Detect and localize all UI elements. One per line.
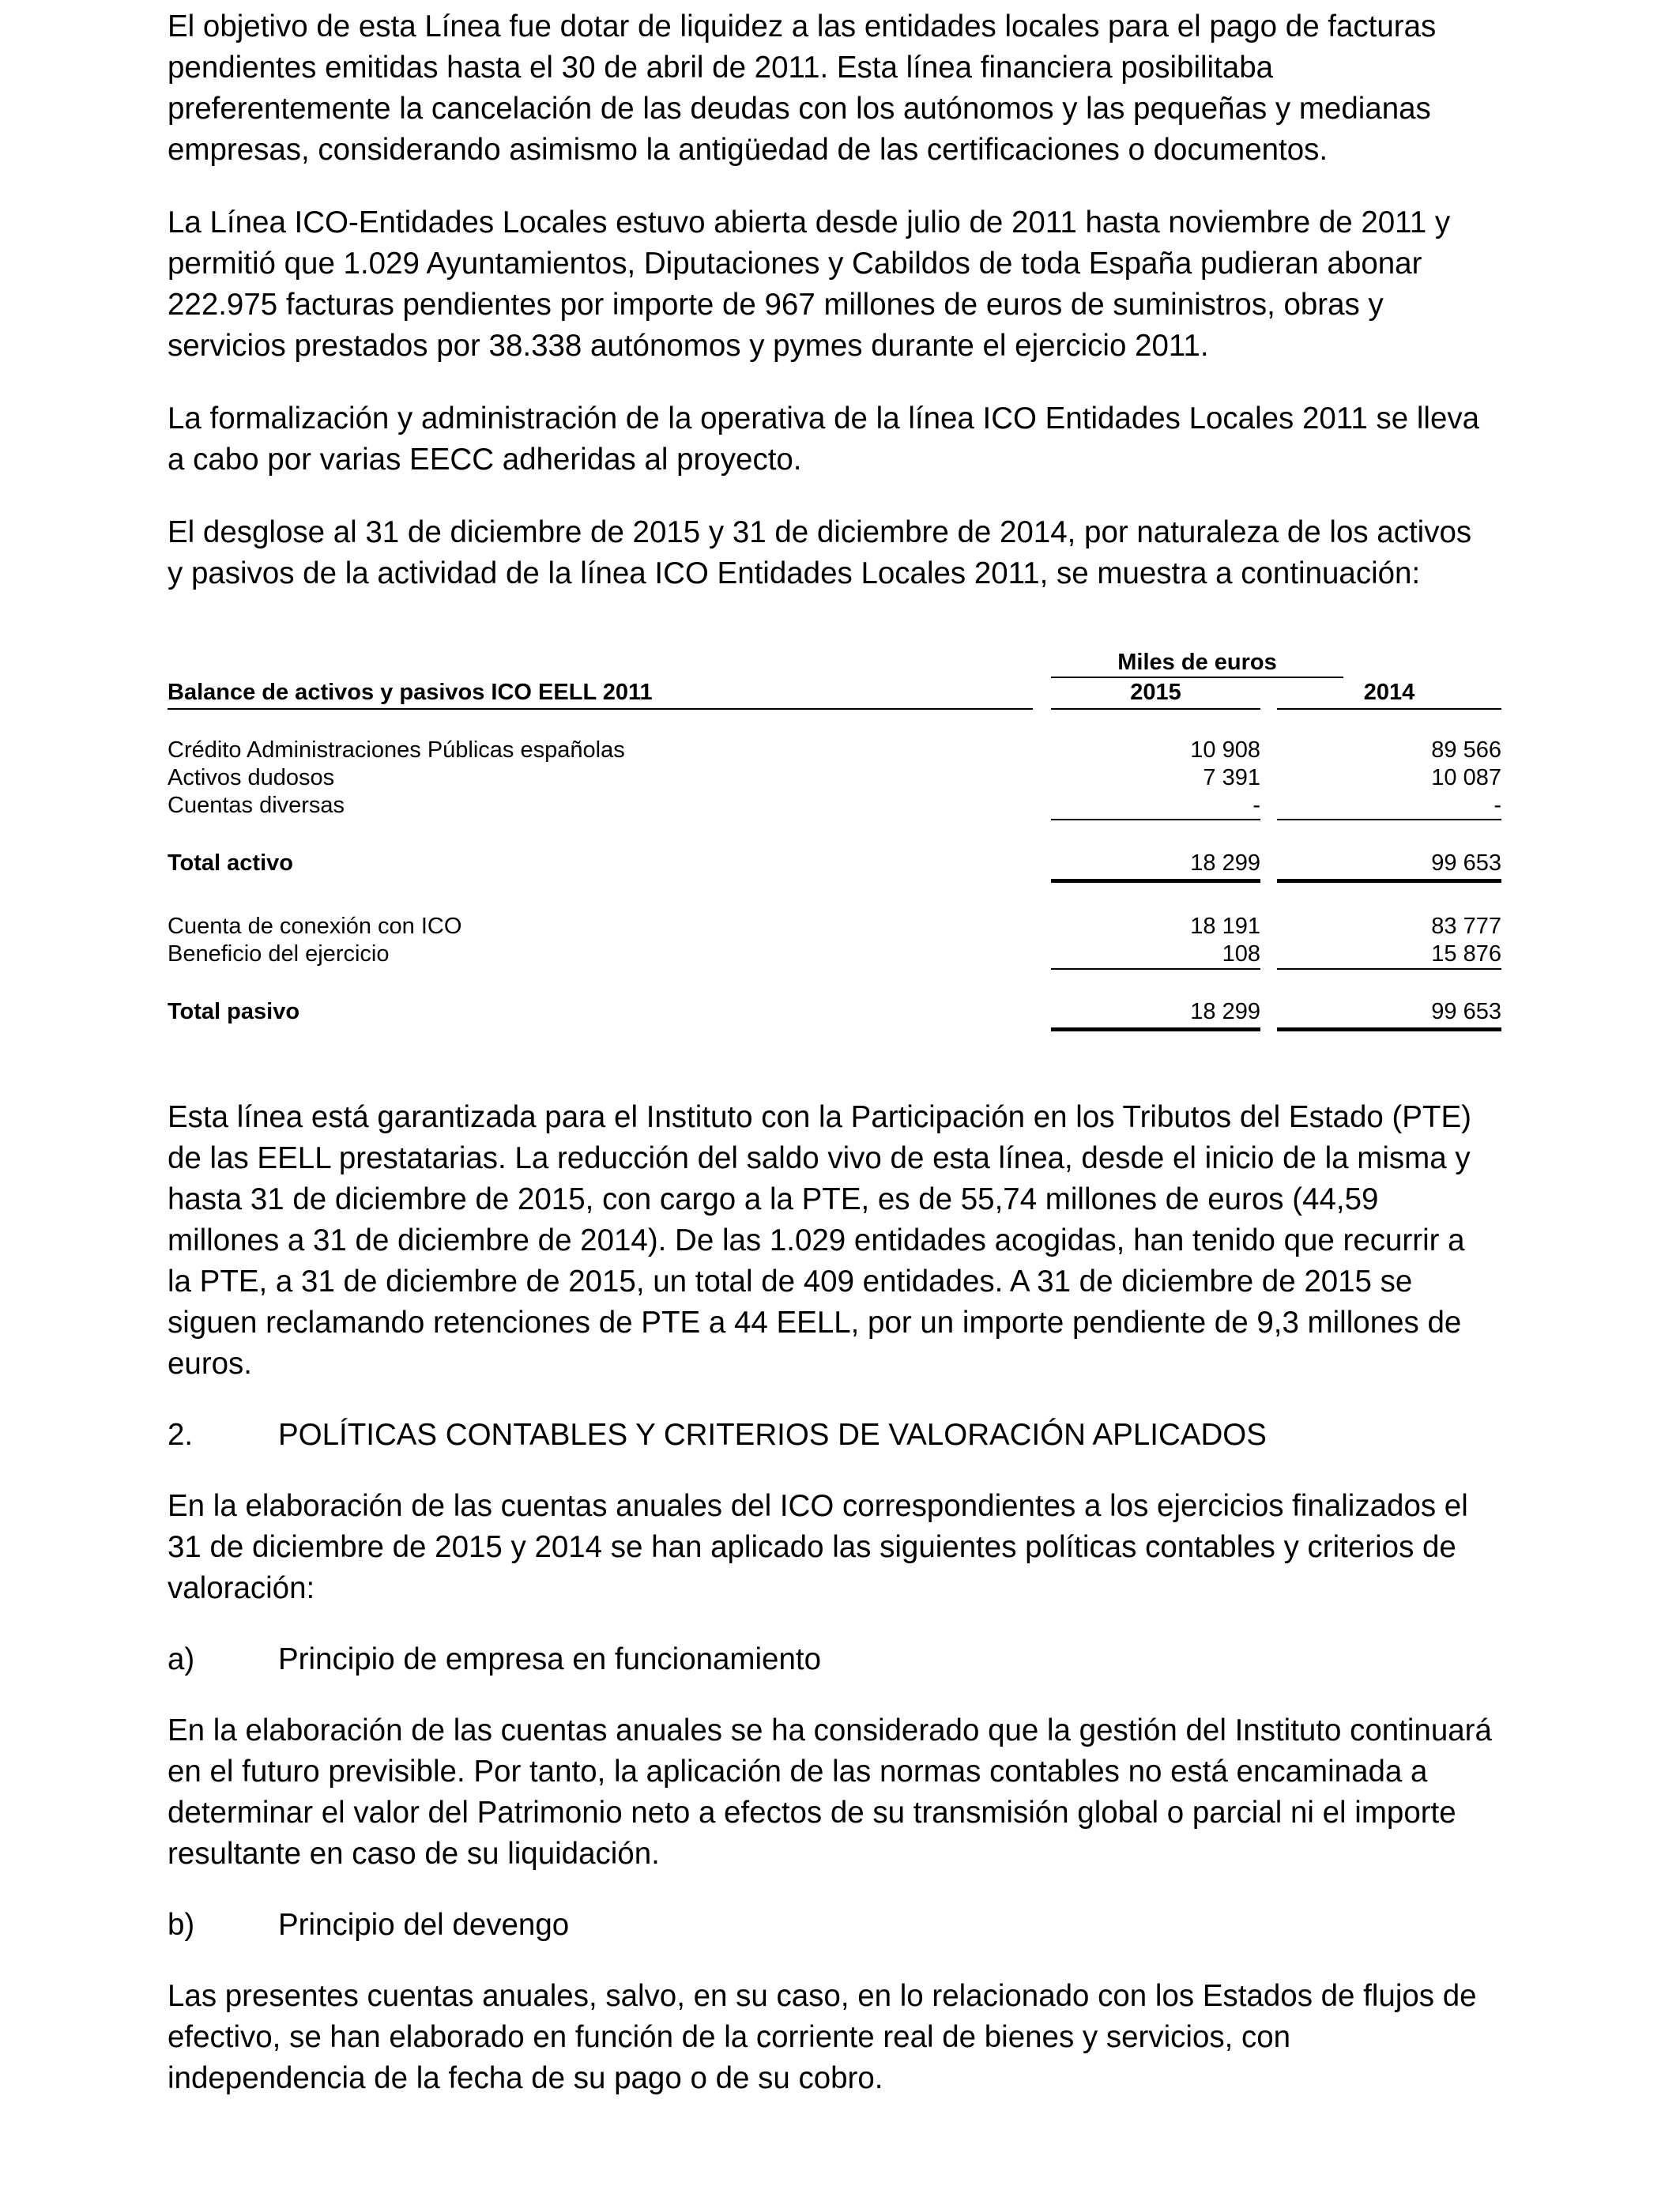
table-col-2014: 2014 [1363, 680, 1415, 705]
table-unit-header: Miles de euros [1117, 650, 1277, 675]
paragraph-formalization: La formalización y administración de la operativa de la línea ICO Entidades Locales 2011 se lleva a cabo por varias EECC adheridas al proyecto. [168, 401, 1480, 477]
section-heading [168, 1415, 1495, 1456]
table-cell-2015: 10 908 [1190, 737, 1260, 763]
paragraph-breakdown: El desglose al 31 de diciembre de 2015 y 31 de diciembre de 2014, por naturaleza de los activos y pasivos de la actividad de la línea ICO Entidades Locales 2011, se muestra a continuación: [168, 515, 1472, 590]
table-total-2015: 18 299 [1190, 999, 1260, 1024]
table-row-label: Beneficio del ejercicio [168, 941, 390, 967]
table-total-2014: 99 653 [1431, 850, 1501, 876]
table-cell-2014: 83 777 [1431, 914, 1501, 939]
table-cell-2015: 108 [1222, 941, 1260, 967]
table-row-label: Crédito Administraciones Públicas españolas [168, 737, 625, 763]
table-col-2015: 2015 [1130, 680, 1181, 705]
table-cell-2015: 7 391 [1203, 765, 1260, 790]
table-cell-2014: - [1494, 793, 1501, 818]
table-total-label: Total activo [168, 850, 293, 876]
subsection-title: Principio de empresa en funcionamiento [278, 1642, 821, 1676]
table-total-label: Total pasivo [168, 999, 300, 1024]
table-cell-2014: 15 876 [1431, 941, 1501, 967]
table-cell-2015: - [1252, 793, 1260, 818]
paragraph-policies: En la elaboración de las cuentas anuales del ICO correspondientes a los ejercicios finalizados el 31 de diciembre de 2015 y 2014 se han aplicado las siguientes políticas contables y criterios de valoración: [168, 1489, 1468, 1605]
subsection-heading [168, 1639, 1495, 1680]
paragraph-going-concern: En la elaboración de las cuentas anuales se ha considerado que la gestión del Instituto continuará en el futuro previsible. Por tanto, la aplicación de las normas contables no está encaminada a determinar el valor del Patrimonio neto a efectos de su transmisión global o parcial ni el importe resultante en caso de su liquidación. [168, 1713, 1492, 1871]
table-title: Balance de activos y pasivos ICO EELL 2011 [168, 680, 653, 705]
table-cell-2015: 18 191 [1190, 914, 1260, 939]
section-title: POLÍTICAS CONTABLES Y CRITERIOS DE VALORACIÓN APLICADOS [278, 1418, 1267, 1452]
table-cell-2014: 89 566 [1431, 737, 1501, 763]
table-row-label: Cuentas diversas [168, 793, 345, 818]
paragraph-objective: El objetivo de esta Línea fue dotar de liquidez a las entidades locales para el pago de facturas pendientes emitidas hasta el 30 de abril de 2011. Esta línea financiera posibilitaba preferentemente la cancelación de las deudas con los autónomos y las pequeñas y medianas empresas, considerando asimismo la antigüedad de las certificaciones o documentos. [168, 9, 1437, 167]
subsection-letter: b) [168, 1908, 195, 1942]
table-cell-2014: 10 087 [1431, 765, 1501, 790]
subsection-title: Principio del devengo [278, 1908, 570, 1942]
table-total-2014: 99 653 [1431, 999, 1501, 1024]
subsection-heading [168, 1905, 1495, 1946]
table-row-label: Activos dudosos [168, 765, 335, 790]
subsection-letter: a) [168, 1642, 195, 1676]
balance-table [168, 648, 1501, 1043]
paragraph-line-ico: La Línea ICO-Entidades Locales estuvo abierta desde julio de 2011 hasta noviembre de 2011 y permitió que 1.029 Ayuntamientos, Diputaciones y Cabildos de toda España pudieran abonar 222.975 facturas pendientes por importe de 967 millones de euros de suministros, obras y servicios prestados por 38.338 autónomos y pymes durante el ejercicio 2011. [168, 205, 1451, 363]
section-number: 2. [168, 1418, 194, 1452]
paragraph-guarantee: Esta línea está garantizada para el Instituto con la Participación en los Tributos del Estado (PTE) de las EELL prestatarias. La reducción del saldo vivo de esta línea, desde el inicio de la misma y hasta 31 de diciembre de 2015, con cargo a la PTE, es de 55,74 millones de euros (44,59 millones a 31 de diciembre de 2014). De las 1.029 entidades acogidas, han tenido que recurrir a la PTE, a 31 de diciembre de 2015, un total de 409 entidades. A 31 de diciembre de 2015 se siguen reclamando retenciones de PTE a 44 EELL, por un importe pendiente de 9,3 millones de euros. [168, 1100, 1471, 1381]
paragraph-accrual: Las presentes cuentas anuales, salvo, en su caso, en lo relacionado con los Estados de flujos de efectivo, se han elaborado en función de la corriente real de bienes y servicios, con independencia de la fecha de su pago o de su cobro. [168, 1979, 1477, 2095]
table-row-label: Cuenta de conexión con ICO [168, 914, 462, 939]
document-page [168, 6, 1501, 2099]
table-total-2015: 18 299 [1190, 850, 1260, 876]
